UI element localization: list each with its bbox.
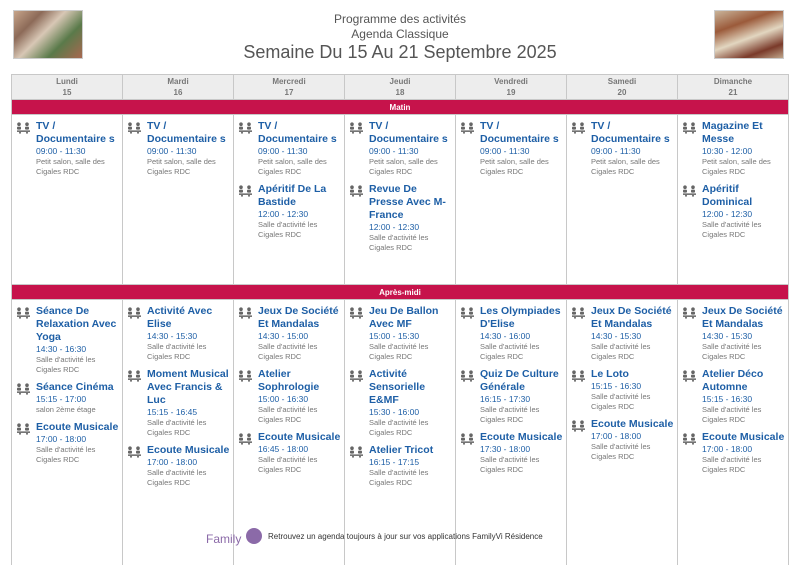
day-header <box>123 75 234 100</box>
activity-item <box>16 381 120 415</box>
day-header-row <box>12 75 789 100</box>
activity-location: Salle d'activité les Cigales RDC <box>258 342 318 361</box>
activity-location: Salle d'activité les Cigales RDC <box>480 455 540 474</box>
day-cell <box>123 115 234 285</box>
activity-item <box>16 421 120 465</box>
day-cell <box>234 300 345 566</box>
activity-time: 12:00 - 12:30 <box>258 209 309 219</box>
day-header <box>678 75 789 100</box>
activity-name: Apéritif De La Bastide <box>258 183 327 208</box>
activity-location: Petit salon, salle des Cigales RDC <box>36 157 105 176</box>
activity-time: 15:00 - 15:30 <box>369 331 420 341</box>
activity-time: 17:30 - 18:00 <box>480 444 531 454</box>
activity-location: Salle d'activité les Cigales RDC <box>369 418 429 437</box>
activity-location: Salle d'activité les Cigales RDC <box>258 405 318 424</box>
activity-name: Revue De Presse Avec M-France <box>369 183 446 221</box>
day-number: 18 <box>395 88 405 97</box>
activity-time: 17:00 - 18:00 <box>147 457 198 467</box>
activity-location: Petit salon, salle des Cigales RDC <box>147 157 216 176</box>
day-cell <box>345 115 456 285</box>
activity-location: Petit salon, salle des Cigales RDC <box>702 157 771 176</box>
day-number: 19 <box>506 88 516 97</box>
activity-time: 12:00 - 12:30 <box>369 222 420 232</box>
activity-location: Salle d'activité les Cigales RDC <box>147 342 207 361</box>
activity-name: Moment Musical Avec Francis & Luc <box>147 368 229 406</box>
activity-group-icon <box>682 184 697 196</box>
page-header <box>0 0 800 70</box>
matin-row <box>12 115 789 285</box>
activity-time: 14:30 - 15:00 <box>258 331 309 341</box>
activity-location: Salle d'activité les Cigales RDC <box>702 405 762 424</box>
day-number: 16 <box>173 88 183 97</box>
activity-item <box>571 418 675 462</box>
activity-name: Ecoute Musicale <box>147 444 230 456</box>
activity-time: 15:30 - 16:00 <box>369 407 420 417</box>
activity-time: 09:00 - 11:30 <box>369 146 419 156</box>
day-number: 15 <box>62 88 72 97</box>
day-cell <box>678 115 789 285</box>
activity-item <box>460 305 564 362</box>
page-title-programme: Programme des activités <box>333 12 467 26</box>
day-header <box>12 75 123 100</box>
activity-group-icon <box>571 121 586 133</box>
activity-item <box>682 183 786 240</box>
activity-location: Salle d'activité les Cigales RDC <box>702 220 762 239</box>
activity-item <box>460 431 564 475</box>
activity-item <box>571 368 675 412</box>
activity-location: Petit salon, salle des Cigales RDC <box>369 157 438 176</box>
activity-group-icon <box>127 445 142 457</box>
activity-item <box>571 305 675 362</box>
activity-group-icon <box>682 369 697 381</box>
activity-time: 16:15 - 17:30 <box>480 394 531 404</box>
day-cell <box>456 300 567 566</box>
activity-time: 15:15 - 17:00 <box>36 394 87 404</box>
activity-location: Salle d'activité les Cigales RDC <box>591 442 651 461</box>
day-header <box>345 75 456 100</box>
activity-location: Salle d'activité les Cigales RDC <box>258 220 318 239</box>
activity-group-icon <box>238 121 253 133</box>
activity-name: Magazine Et Messe <box>702 120 763 145</box>
activity-name: Atelier Tricot <box>369 444 434 456</box>
activity-name: TV / Documentaire s <box>258 120 337 145</box>
activity-location: Salle d'activité les Cigales RDC <box>702 455 762 474</box>
activity-time: 14:30 - 15:30 <box>702 331 753 341</box>
familyvi-logo-mark-icon <box>246 528 262 544</box>
activity-group-icon <box>682 121 697 133</box>
activity-name: Séance De Relaxation Avec Yoga <box>36 305 117 343</box>
activity-name: Apéritif Dominical <box>702 183 753 208</box>
activity-group-icon <box>127 369 142 381</box>
activity-item <box>349 120 453 177</box>
activity-location: Salle d'activité les Cigales RDC <box>702 342 762 361</box>
day-name: Samedi <box>607 77 637 86</box>
activity-location: Petit salon, salle des Cigales RDC <box>480 157 549 176</box>
section-bar-apres-midi <box>12 285 789 300</box>
activity-name: Quiz De Culture Générale <box>480 368 559 393</box>
activity-item <box>460 120 564 177</box>
day-number: 20 <box>617 88 627 97</box>
activity-location: Petit salon, salle des Cigales RDC <box>258 157 327 176</box>
activity-name: Jeu De Ballon Avec MF <box>369 305 439 330</box>
page-footer <box>0 528 800 548</box>
activity-time: 12:00 - 12:30 <box>702 209 753 219</box>
activity-item <box>349 305 453 362</box>
activity-group-icon <box>238 369 253 381</box>
activity-name: Les Olympiades D'Elise <box>480 305 561 330</box>
activity-time: 17:00 - 18:00 <box>702 444 753 454</box>
activity-group-icon <box>238 184 253 196</box>
day-cell <box>12 115 123 285</box>
day-number: 21 <box>728 88 738 97</box>
familyvi-logo: Family <box>206 532 242 546</box>
activity-item <box>349 368 453 438</box>
activity-group-icon <box>460 432 475 444</box>
activity-item <box>238 120 342 177</box>
activity-group-icon <box>16 422 31 434</box>
activity-time: 14:30 - 16:00 <box>480 331 531 341</box>
activity-location: Salle d'activité les Cigales RDC <box>591 392 651 411</box>
activity-item <box>682 368 786 425</box>
section-bar-matin <box>12 100 789 115</box>
activity-item <box>127 305 231 362</box>
day-name: Jeudi <box>389 77 411 86</box>
activity-item <box>238 183 342 240</box>
activity-time: 09:00 - 11:30 <box>480 146 530 156</box>
day-cell <box>123 300 234 566</box>
page-subtitle-agenda: Agenda Classique <box>351 27 449 41</box>
activity-name: Activité Avec Elise <box>147 305 213 330</box>
activity-name: Activité Sensorielle E&MF <box>369 368 426 406</box>
activity-location: Salle d'activité les Cigales RDC <box>480 405 540 424</box>
activity-name: TV / Documentaire s <box>36 120 115 145</box>
day-name: Lundi <box>56 77 78 86</box>
activity-group-icon <box>349 369 364 381</box>
day-cell <box>456 115 567 285</box>
weekly-agenda-table <box>11 74 789 565</box>
activity-group-icon <box>16 306 31 318</box>
activity-group-icon <box>460 369 475 381</box>
day-number: 17 <box>284 88 294 97</box>
activity-name: TV / Documentaire s <box>369 120 448 145</box>
activity-name: Ecoute Musicale <box>702 431 785 443</box>
activity-time: 16:45 - 18:00 <box>258 444 309 454</box>
activity-location: Salle d'activité les Cigales RDC <box>147 468 207 487</box>
activity-time: 09:00 - 11:30 <box>258 146 308 156</box>
activity-item <box>127 120 231 177</box>
activity-location: Salle d'activité les Cigales RDC <box>36 355 96 374</box>
activity-location: Salle d'activité les Cigales RDC <box>369 468 429 487</box>
activity-name: Ecoute Musicale <box>480 431 563 443</box>
activity-item <box>682 305 786 362</box>
section-label: Après-midi <box>12 285 789 300</box>
activity-group-icon <box>238 432 253 444</box>
day-header <box>234 75 345 100</box>
apres-midi-row <box>12 300 789 566</box>
activity-item <box>349 444 453 488</box>
activity-item <box>682 120 786 177</box>
activity-time: 09:00 - 11:30 <box>591 146 641 156</box>
activity-time: 14:30 - 15:30 <box>147 331 198 341</box>
day-header <box>567 75 678 100</box>
activity-time: 09:00 - 11:30 <box>147 146 197 156</box>
activity-group-icon <box>16 121 31 133</box>
activity-group-icon <box>127 306 142 318</box>
activity-location: Salle d'activité les Cigales RDC <box>591 342 651 361</box>
day-cell <box>567 115 678 285</box>
activity-time: 14:30 - 16:30 <box>36 344 87 354</box>
footer-text: Retrouvez un agenda toujours à jour sur vos applications FamilyVi Résidence <box>268 532 543 541</box>
activity-group-icon <box>682 306 697 318</box>
day-header <box>456 75 567 100</box>
activity-name: TV / Documentaire s <box>591 120 670 145</box>
day-cell <box>678 300 789 566</box>
activity-item <box>16 120 120 177</box>
activity-name: Séance Cinéma <box>36 381 114 393</box>
day-cell <box>345 300 456 566</box>
activity-group-icon <box>349 306 364 318</box>
residence-photo-right <box>714 10 784 59</box>
activity-location: Salle d'activité les Cigales RDC <box>258 455 318 474</box>
activity-item <box>349 183 453 253</box>
activity-item <box>16 305 120 375</box>
activity-group-icon <box>349 445 364 457</box>
activity-time: 15:15 - 16:30 <box>702 394 753 404</box>
activity-item <box>682 431 786 475</box>
day-name: Vendredi <box>494 77 528 86</box>
activity-item <box>127 368 231 438</box>
activity-name: Jeux De Société Et Mandalas <box>591 305 672 330</box>
activity-name: Ecoute Musicale <box>591 418 674 430</box>
activity-group-icon <box>682 432 697 444</box>
day-cell <box>234 115 345 285</box>
activity-group-icon <box>16 382 31 394</box>
activity-location: salon 2ème étage <box>36 405 96 414</box>
activity-group-icon <box>571 306 586 318</box>
activity-time: 14:30 - 15:30 <box>591 331 642 341</box>
activity-name: Jeux De Société Et Mandalas <box>702 305 783 330</box>
day-name: Mercredi <box>272 77 306 86</box>
activity-time: 15:15 - 16:45 <box>147 407 198 417</box>
activity-time: 09:00 - 11:30 <box>36 146 86 156</box>
activity-item <box>238 368 342 425</box>
activity-time: 15:15 - 16:30 <box>591 381 642 391</box>
activity-name: Le Loto <box>591 368 629 380</box>
activity-group-icon <box>127 121 142 133</box>
activity-time: 10:30 - 12:00 <box>702 146 753 156</box>
activity-name: Jeux De Société Et Mandalas <box>258 305 339 330</box>
activity-group-icon <box>460 121 475 133</box>
activity-location: Salle d'activité les Cigales RDC <box>369 342 429 361</box>
activity-time: 16:15 - 17:15 <box>369 457 420 467</box>
activity-item <box>571 120 675 177</box>
activity-group-icon <box>238 306 253 318</box>
section-label: Matin <box>12 100 789 115</box>
day-name: Mardi <box>167 77 189 86</box>
activity-name: Atelier Sophrologie <box>258 368 320 393</box>
activity-group-icon <box>571 369 586 381</box>
activity-group-icon <box>349 121 364 133</box>
activity-location: Petit salon, salle des Cigales RDC <box>591 157 660 176</box>
activity-item <box>238 305 342 362</box>
day-cell <box>12 300 123 566</box>
day-name: Dimanche <box>713 77 753 86</box>
day-cell <box>567 300 678 566</box>
activity-group-icon <box>571 419 586 431</box>
activity-location: Salle d'activité les Cigales RDC <box>147 418 207 437</box>
activity-name: Ecoute Musicale <box>258 431 341 443</box>
activity-time: 17:00 - 18:00 <box>36 434 87 444</box>
week-title: Semaine Du 15 Au 21 Septembre 2025 <box>243 42 557 62</box>
activity-time: 17:00 - 18:00 <box>591 431 642 441</box>
activity-location: Salle d'activité les Cigales RDC <box>36 445 96 464</box>
activity-name: Atelier Déco Automne <box>702 368 764 393</box>
activity-location: Salle d'activité les Cigales RDC <box>480 342 540 361</box>
activity-group-icon <box>460 306 475 318</box>
activity-name: TV / Documentaire s <box>147 120 226 145</box>
activity-name: TV / Documentaire s <box>480 120 559 145</box>
activity-item <box>238 431 342 475</box>
activity-time: 15:00 - 16:30 <box>258 394 309 404</box>
activity-item <box>460 368 564 425</box>
activity-group-icon <box>349 184 364 196</box>
activity-location: Salle d'activité les Cigales RDC <box>369 233 429 252</box>
activity-name: Ecoute Musicale <box>36 421 119 433</box>
activity-item <box>127 444 231 488</box>
